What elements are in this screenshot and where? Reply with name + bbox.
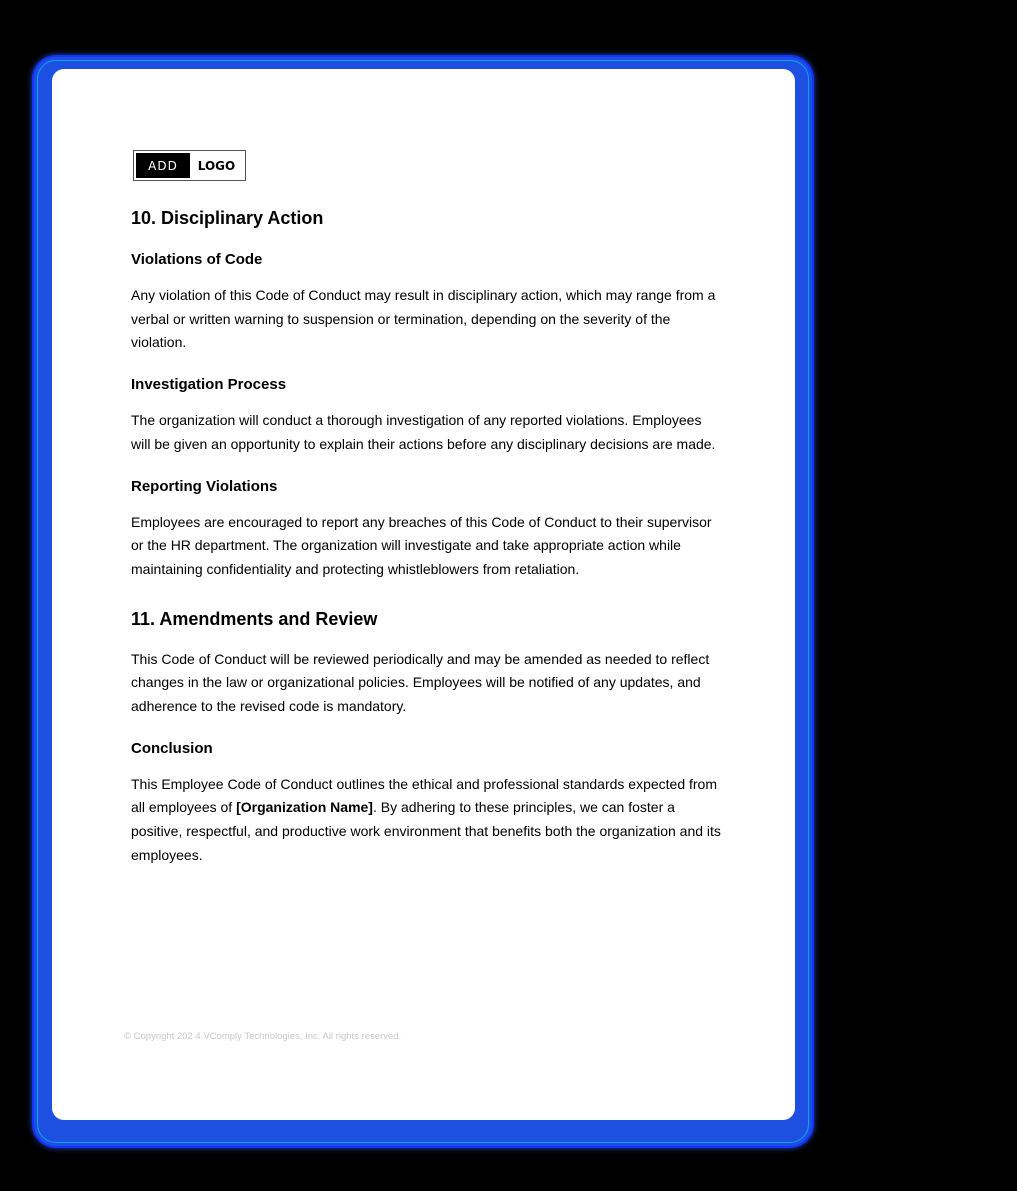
paragraph-amendments-and-review: This Code of Conduct will be reviewed periodically and may be amended as needed to reflect changes in the law or organizational policies. Employees will be notified of any updates, and adherence to the revised code is mandatory. — [131, 650, 710, 715]
paragraph-conclusion — [131, 773, 721, 868]
add-logo-placeholder — [133, 150, 246, 181]
subheading-violations-of-code: Violations of Code — [131, 251, 263, 268]
organization-name-placeholder: [Organization Name] — [236, 799, 373, 816]
copyright-footer: © Copyright 202 4 VComply Technologies, Inc. All rights reserved. — [124, 1031, 402, 1042]
conclusion-text-before: This Employee Code of Conduct outlines the ethical and professional standards expected from all employees of — [131, 775, 718, 816]
paragraph-violations-of-code: Any violation of this Code of Conduct may result in disciplinary action, which may range from a verbal or written warning to suspension or termination, depending on the severity of the violation. — [131, 287, 716, 351]
subheading-conclusion: Conclusion — [131, 739, 213, 757]
section-title-disciplinary-action: 10. Disciplinary Action — [131, 208, 324, 228]
conclusion-text-after: . By adhering to these principles, we can foster a positive, respectful, and productive work environment that benefits both the organization and its employees. — [131, 799, 721, 863]
logo-label: LOGO — [197, 158, 236, 173]
document-page — [52, 69, 795, 1120]
paragraph-reporting-violations: Employees are encouraged to report any breaches of this Code of Conduct to their supervisor or the HR department. The organization will investigate and take appropriate action while maintaining confidentiality and protecting whistleblowers from retaliation. — [131, 513, 712, 577]
subheading-investigation-process: Investigation Process — [131, 376, 287, 394]
section-title-amendments-and-review: 11. Amendments and Review — [131, 608, 378, 629]
subheading-reporting-violations: Reporting Violations — [131, 477, 278, 495]
document-content — [131, 206, 721, 868]
paragraph-investigation-process: The organization will conduct a thorough investigation of any reported violations. Employees will be given an opportunity to explain their actions before any disciplinary decisions are made. — [131, 412, 716, 452]
logo-add-label: ADD — [136, 153, 190, 178]
